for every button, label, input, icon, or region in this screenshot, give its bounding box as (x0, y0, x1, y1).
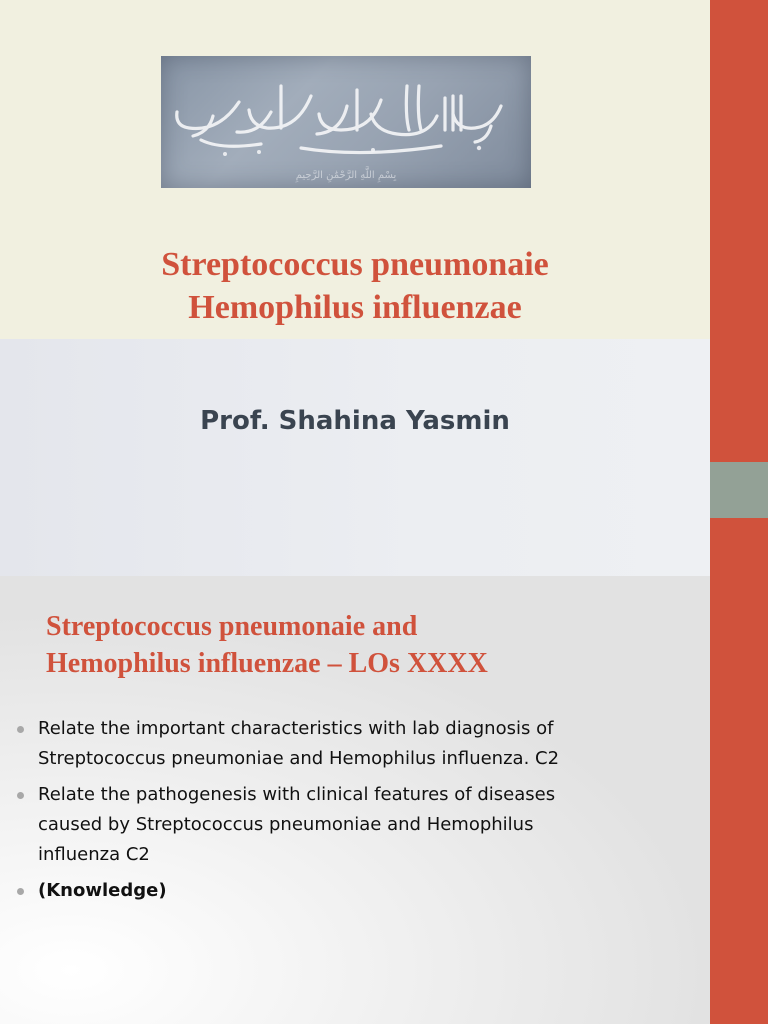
objectives-heading-line-1: Streptococcus pneumonaie and (46, 611, 418, 642)
bullet-icon (17, 792, 24, 799)
slide-title (0, 243, 710, 329)
author-band (0, 339, 710, 576)
list-item (16, 714, 686, 774)
list-item-text: influenza C2 (38, 844, 150, 865)
list-item-text: caused by Streptococcus pneumoniae and Hemophilus (38, 814, 534, 835)
bullet-icon (17, 726, 24, 733)
list-item (16, 876, 686, 906)
slide-title-line-1: Streptococcus pneumonaie (161, 246, 549, 283)
list-item-text: Relate the important characteristics with lab diagnosis of (38, 718, 554, 739)
list-item-text: (Knowledge) (38, 880, 167, 901)
slide-title-line-2: Hemophilus influenzae (188, 289, 522, 326)
bismillah-text: بِسْمِ اللَّهِ الرَّحْمَٰنِ الرَّحِيمِ (295, 170, 397, 181)
bismillah-calligraphy-image (161, 56, 531, 188)
objectives-list (16, 714, 686, 912)
objectives-heading-line-2: Hemophilus influenzae – LOs XXXX (46, 648, 488, 679)
bullet-icon (17, 888, 24, 895)
list-item (16, 780, 686, 870)
objectives-heading (46, 608, 686, 682)
list-item-text: Relate the pathogenesis with clinical features of diseases (38, 784, 556, 805)
list-item-text: Streptococcus pneumoniae and Hemophilus influenza. C2 (38, 748, 560, 769)
accent-sidebar-marker (710, 462, 768, 518)
author-name: Prof. Shahina Yasmin (200, 406, 510, 436)
